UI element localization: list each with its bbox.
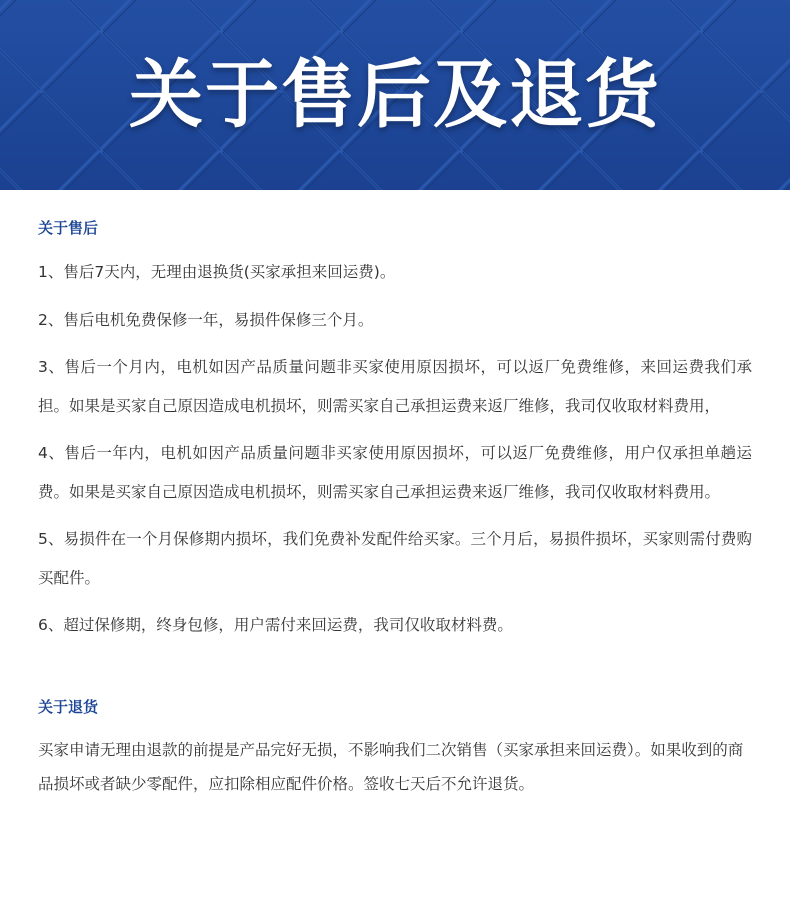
after-sales-item-2: 2、售后电机免费保修一年，易损件保修三个月。 (38, 310, 374, 329)
after-sales-item-4: 4、售后一年内，电机如因产品质量问题非买家使用原因损坏，可以返厂免费维修，用户仅承担单趟运费。如果是买家自己原因造成电机损坏，则需买家自己承担运费来返厂维修，我司仅收取材料费用。 (38, 444, 752, 501)
header-banner (0, 0, 790, 190)
page-title: 关于售后及退货 (129, 52, 661, 138)
returns-heading: 关于退货 (38, 697, 99, 716)
after-sales-heading: 关于售后 (38, 219, 99, 237)
after-sales-item-3: 3、售后一个月内，电机如因产品质量问题非买家使用原因损坏，可以返厂免费维修，来回运费我们承担。如果是买家自己原因造成电机损坏，则需买家自己承担运费来返厂维修，我司仅收取材料费用， (38, 358, 752, 415)
after-sales-list (38, 253, 752, 645)
after-sales-item-6: 6、超过保修期，终身包修，用户需付来回运费，我司仅收取材料费。 (38, 616, 513, 634)
returns-policy-text: 买家申请无理由退款的前提是产品完好无损，不影响我们二次销售（买家承担来回运费）。如果收到的商品损坏或者缺少零配件，应扣除相应配件价格。签收七天后不允许退货。 (38, 740, 744, 793)
after-sales-item-5: 5、易损件在一个月保修期内损坏，我们免费补发配件给买家。三个月后，易损件损坏，买家则需付费购买配件。 (38, 530, 752, 587)
main-content (0, 218, 790, 801)
after-sales-item-1: 1、售后7天内，无理由退换货(买家承担来回运费)。 (38, 263, 396, 281)
